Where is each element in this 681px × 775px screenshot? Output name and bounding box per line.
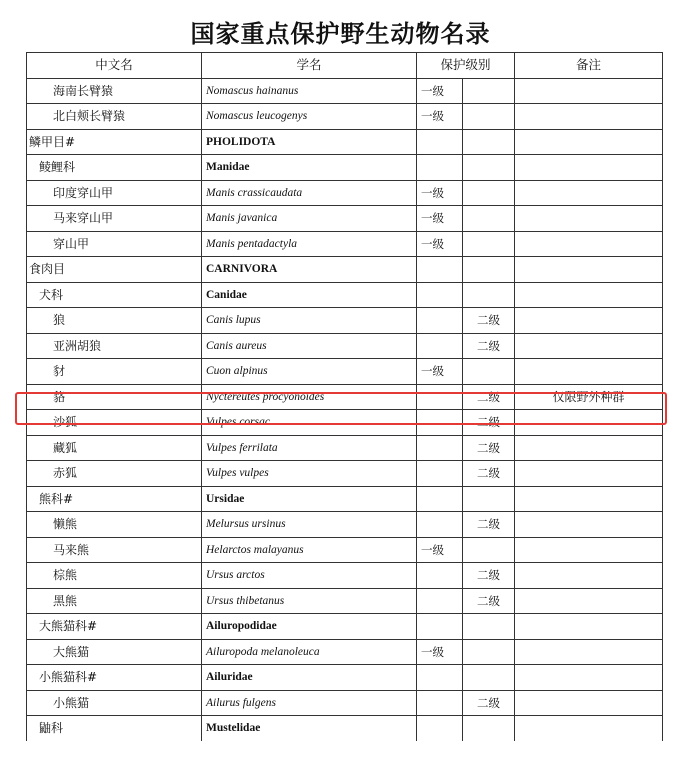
table-row <box>27 155 663 181</box>
level-one-cell <box>417 512 463 538</box>
chinese-name-cell: 亚洲胡狼 <box>27 333 202 359</box>
scientific-name-cell: Cuon alpinus <box>202 359 417 385</box>
note-cell <box>515 155 663 181</box>
chinese-name-cell: 豺 <box>27 359 202 385</box>
scientific-name-cell: Manis javanica <box>202 206 417 232</box>
scientific-name-cell: Mustelidae <box>202 716 417 741</box>
table-row <box>27 308 663 334</box>
note-cell <box>515 180 663 206</box>
chinese-name-cell: 鲮鲤科 <box>27 155 202 181</box>
scientific-name-cell: PHOLIDOTA <box>202 129 417 155</box>
table-row <box>27 614 663 640</box>
scientific-name-cell: Ursidae <box>202 486 417 512</box>
table-row <box>27 231 663 257</box>
scientific-name-cell: Canidae <box>202 282 417 308</box>
note-cell: 仅限野外种群 <box>515 384 663 410</box>
chinese-name-cell: 鼬科 <box>27 716 202 741</box>
note-cell <box>515 206 663 232</box>
level-one-cell: 一级 <box>417 104 463 130</box>
scientific-name-cell: Vulpes vulpes <box>202 461 417 487</box>
level-two-cell: 二级 <box>463 690 515 716</box>
species-table <box>26 52 663 741</box>
chinese-name-cell: 鳞甲目# <box>27 129 202 155</box>
scientific-name-cell: Nomascus hainanus <box>202 78 417 104</box>
table-row <box>27 333 663 359</box>
scientific-name-cell: CARNIVORA <box>202 257 417 283</box>
scientific-name-cell: Vulpes ferrilata <box>202 435 417 461</box>
chinese-name-cell: 熊科# <box>27 486 202 512</box>
scientific-name-cell: Ursus thibetanus <box>202 588 417 614</box>
scientific-name-cell: Ailuropodidae <box>202 614 417 640</box>
level-one-cell <box>417 333 463 359</box>
level-one-cell <box>417 257 463 283</box>
chinese-name-cell: 赤狐 <box>27 461 202 487</box>
level-one-cell: 一级 <box>417 537 463 563</box>
level-two-cell: 二级 <box>463 512 515 538</box>
note-cell <box>515 257 663 283</box>
level-two-cell <box>463 180 515 206</box>
table-row <box>27 486 663 512</box>
chinese-name-cell: 印度穿山甲 <box>27 180 202 206</box>
level-two-cell <box>463 486 515 512</box>
level-one-cell <box>417 155 463 181</box>
table-row <box>27 537 663 563</box>
header-chinese-name: 中文名 <box>27 53 202 79</box>
note-cell <box>515 308 663 334</box>
level-one-cell <box>417 614 463 640</box>
chinese-name-cell: 大熊猫科# <box>27 614 202 640</box>
note-cell <box>515 129 663 155</box>
table-row <box>27 104 663 130</box>
level-one-cell <box>417 308 463 334</box>
header-note: 备注 <box>515 53 663 79</box>
table-row <box>27 512 663 538</box>
table-row <box>27 78 663 104</box>
note-cell <box>515 461 663 487</box>
table-header-row <box>27 53 663 79</box>
level-two-cell <box>463 231 515 257</box>
note-cell <box>515 665 663 691</box>
chinese-name-cell: 穿山甲 <box>27 231 202 257</box>
scientific-name-cell: Ailurus fulgens <box>202 690 417 716</box>
level-one-cell <box>417 563 463 589</box>
chinese-name-cell: 藏狐 <box>27 435 202 461</box>
scientific-name-cell: Melursus ursinus <box>202 512 417 538</box>
note-cell <box>515 588 663 614</box>
note-cell <box>515 359 663 385</box>
chinese-name-cell: 北白颊长臂猿 <box>27 104 202 130</box>
note-cell <box>515 716 663 741</box>
level-two-cell: 二级 <box>463 435 515 461</box>
table-row <box>27 282 663 308</box>
level-one-cell: 一级 <box>417 206 463 232</box>
scientific-name-cell: Manis crassicaudata <box>202 180 417 206</box>
level-one-cell <box>417 282 463 308</box>
level-two-cell <box>463 129 515 155</box>
scientific-name-cell: Canis aureus <box>202 333 417 359</box>
note-cell <box>515 639 663 665</box>
level-one-cell: 一级 <box>417 180 463 206</box>
chinese-name-cell: 马来穿山甲 <box>27 206 202 232</box>
level-one-cell: 一级 <box>417 359 463 385</box>
note-cell <box>515 435 663 461</box>
table-row <box>27 129 663 155</box>
table-row <box>27 588 663 614</box>
table-row <box>27 359 663 385</box>
level-two-cell: 二级 <box>463 461 515 487</box>
chinese-name-cell: 懒熊 <box>27 512 202 538</box>
chinese-name-cell: 海南长臂猿 <box>27 78 202 104</box>
level-one-cell: 一级 <box>417 78 463 104</box>
table-row <box>27 563 663 589</box>
level-one-cell <box>417 486 463 512</box>
note-cell <box>515 78 663 104</box>
table-row <box>27 435 663 461</box>
chinese-name-cell: 沙狐 <box>27 410 202 436</box>
chinese-name-cell: 食肉目 <box>27 257 202 283</box>
level-two-cell: 二级 <box>463 563 515 589</box>
table-row <box>27 461 663 487</box>
chinese-name-cell: 大熊猫 <box>27 639 202 665</box>
scientific-name-cell: Ailuropoda melanoleuca <box>202 639 417 665</box>
scientific-name-cell: Canis lupus <box>202 308 417 334</box>
level-one-cell: 一级 <box>417 639 463 665</box>
level-two-cell <box>463 155 515 181</box>
chinese-name-cell: 棕熊 <box>27 563 202 589</box>
level-one-cell <box>417 716 463 741</box>
level-two-cell <box>463 206 515 232</box>
chinese-name-cell: 马来熊 <box>27 537 202 563</box>
table-row <box>27 690 663 716</box>
scientific-name-cell: Nomascus leucogenys <box>202 104 417 130</box>
level-two-cell: 二级 <box>463 308 515 334</box>
scientific-name-cell: Helarctos malayanus <box>202 537 417 563</box>
level-one-cell: 一级 <box>417 231 463 257</box>
level-one-cell <box>417 690 463 716</box>
note-cell <box>515 537 663 563</box>
table-row <box>27 639 663 665</box>
note-cell <box>515 410 663 436</box>
table-row <box>27 257 663 283</box>
table-row <box>27 410 663 436</box>
header-protection-level: 保护级别 <box>417 53 515 79</box>
chinese-name-cell: 黑熊 <box>27 588 202 614</box>
level-one-cell <box>417 410 463 436</box>
level-two-cell <box>463 614 515 640</box>
scientific-name-cell: Ursus arctos <box>202 563 417 589</box>
level-two-cell <box>463 665 515 691</box>
level-two-cell <box>463 639 515 665</box>
table-row <box>27 180 663 206</box>
level-two-cell <box>463 537 515 563</box>
table-row <box>27 716 663 741</box>
chinese-name-cell: 狼 <box>27 308 202 334</box>
level-two-cell <box>463 359 515 385</box>
table-row <box>27 206 663 232</box>
table-row <box>27 384 663 410</box>
header-scientific-name: 学名 <box>202 53 417 79</box>
level-one-cell <box>417 129 463 155</box>
chinese-name-cell: 小熊猫 <box>27 690 202 716</box>
level-two-cell: 二级 <box>463 384 515 410</box>
chinese-name-cell: 小熊猫科# <box>27 665 202 691</box>
table-body <box>27 78 663 741</box>
level-one-cell <box>417 588 463 614</box>
level-two-cell <box>463 104 515 130</box>
level-two-cell <box>463 716 515 741</box>
note-cell <box>515 563 663 589</box>
note-cell <box>515 512 663 538</box>
note-cell <box>515 486 663 512</box>
scientific-name-cell: Vulpes corsac <box>202 410 417 436</box>
note-cell <box>515 614 663 640</box>
level-one-cell <box>417 435 463 461</box>
level-two-cell <box>463 78 515 104</box>
level-one-cell <box>417 384 463 410</box>
note-cell <box>515 690 663 716</box>
scientific-name-cell: Nyctereutes procyonoides <box>202 384 417 410</box>
scientific-name-cell: Manidae <box>202 155 417 181</box>
chinese-name-cell: 貉 <box>27 384 202 410</box>
note-cell <box>515 231 663 257</box>
level-one-cell <box>417 665 463 691</box>
level-one-cell <box>417 461 463 487</box>
note-cell <box>515 104 663 130</box>
note-cell <box>515 333 663 359</box>
table-row <box>27 665 663 691</box>
level-two-cell: 二级 <box>463 333 515 359</box>
scientific-name-cell: Ailuridae <box>202 665 417 691</box>
chinese-name-cell: 犬科 <box>27 282 202 308</box>
level-two-cell: 二级 <box>463 588 515 614</box>
level-two-cell <box>463 282 515 308</box>
note-cell <box>515 282 663 308</box>
level-two-cell: 二级 <box>463 410 515 436</box>
page-title: 国家重点保护野生动物名录 <box>190 19 491 48</box>
scientific-name-cell: Manis pentadactyla <box>202 231 417 257</box>
level-two-cell <box>463 257 515 283</box>
